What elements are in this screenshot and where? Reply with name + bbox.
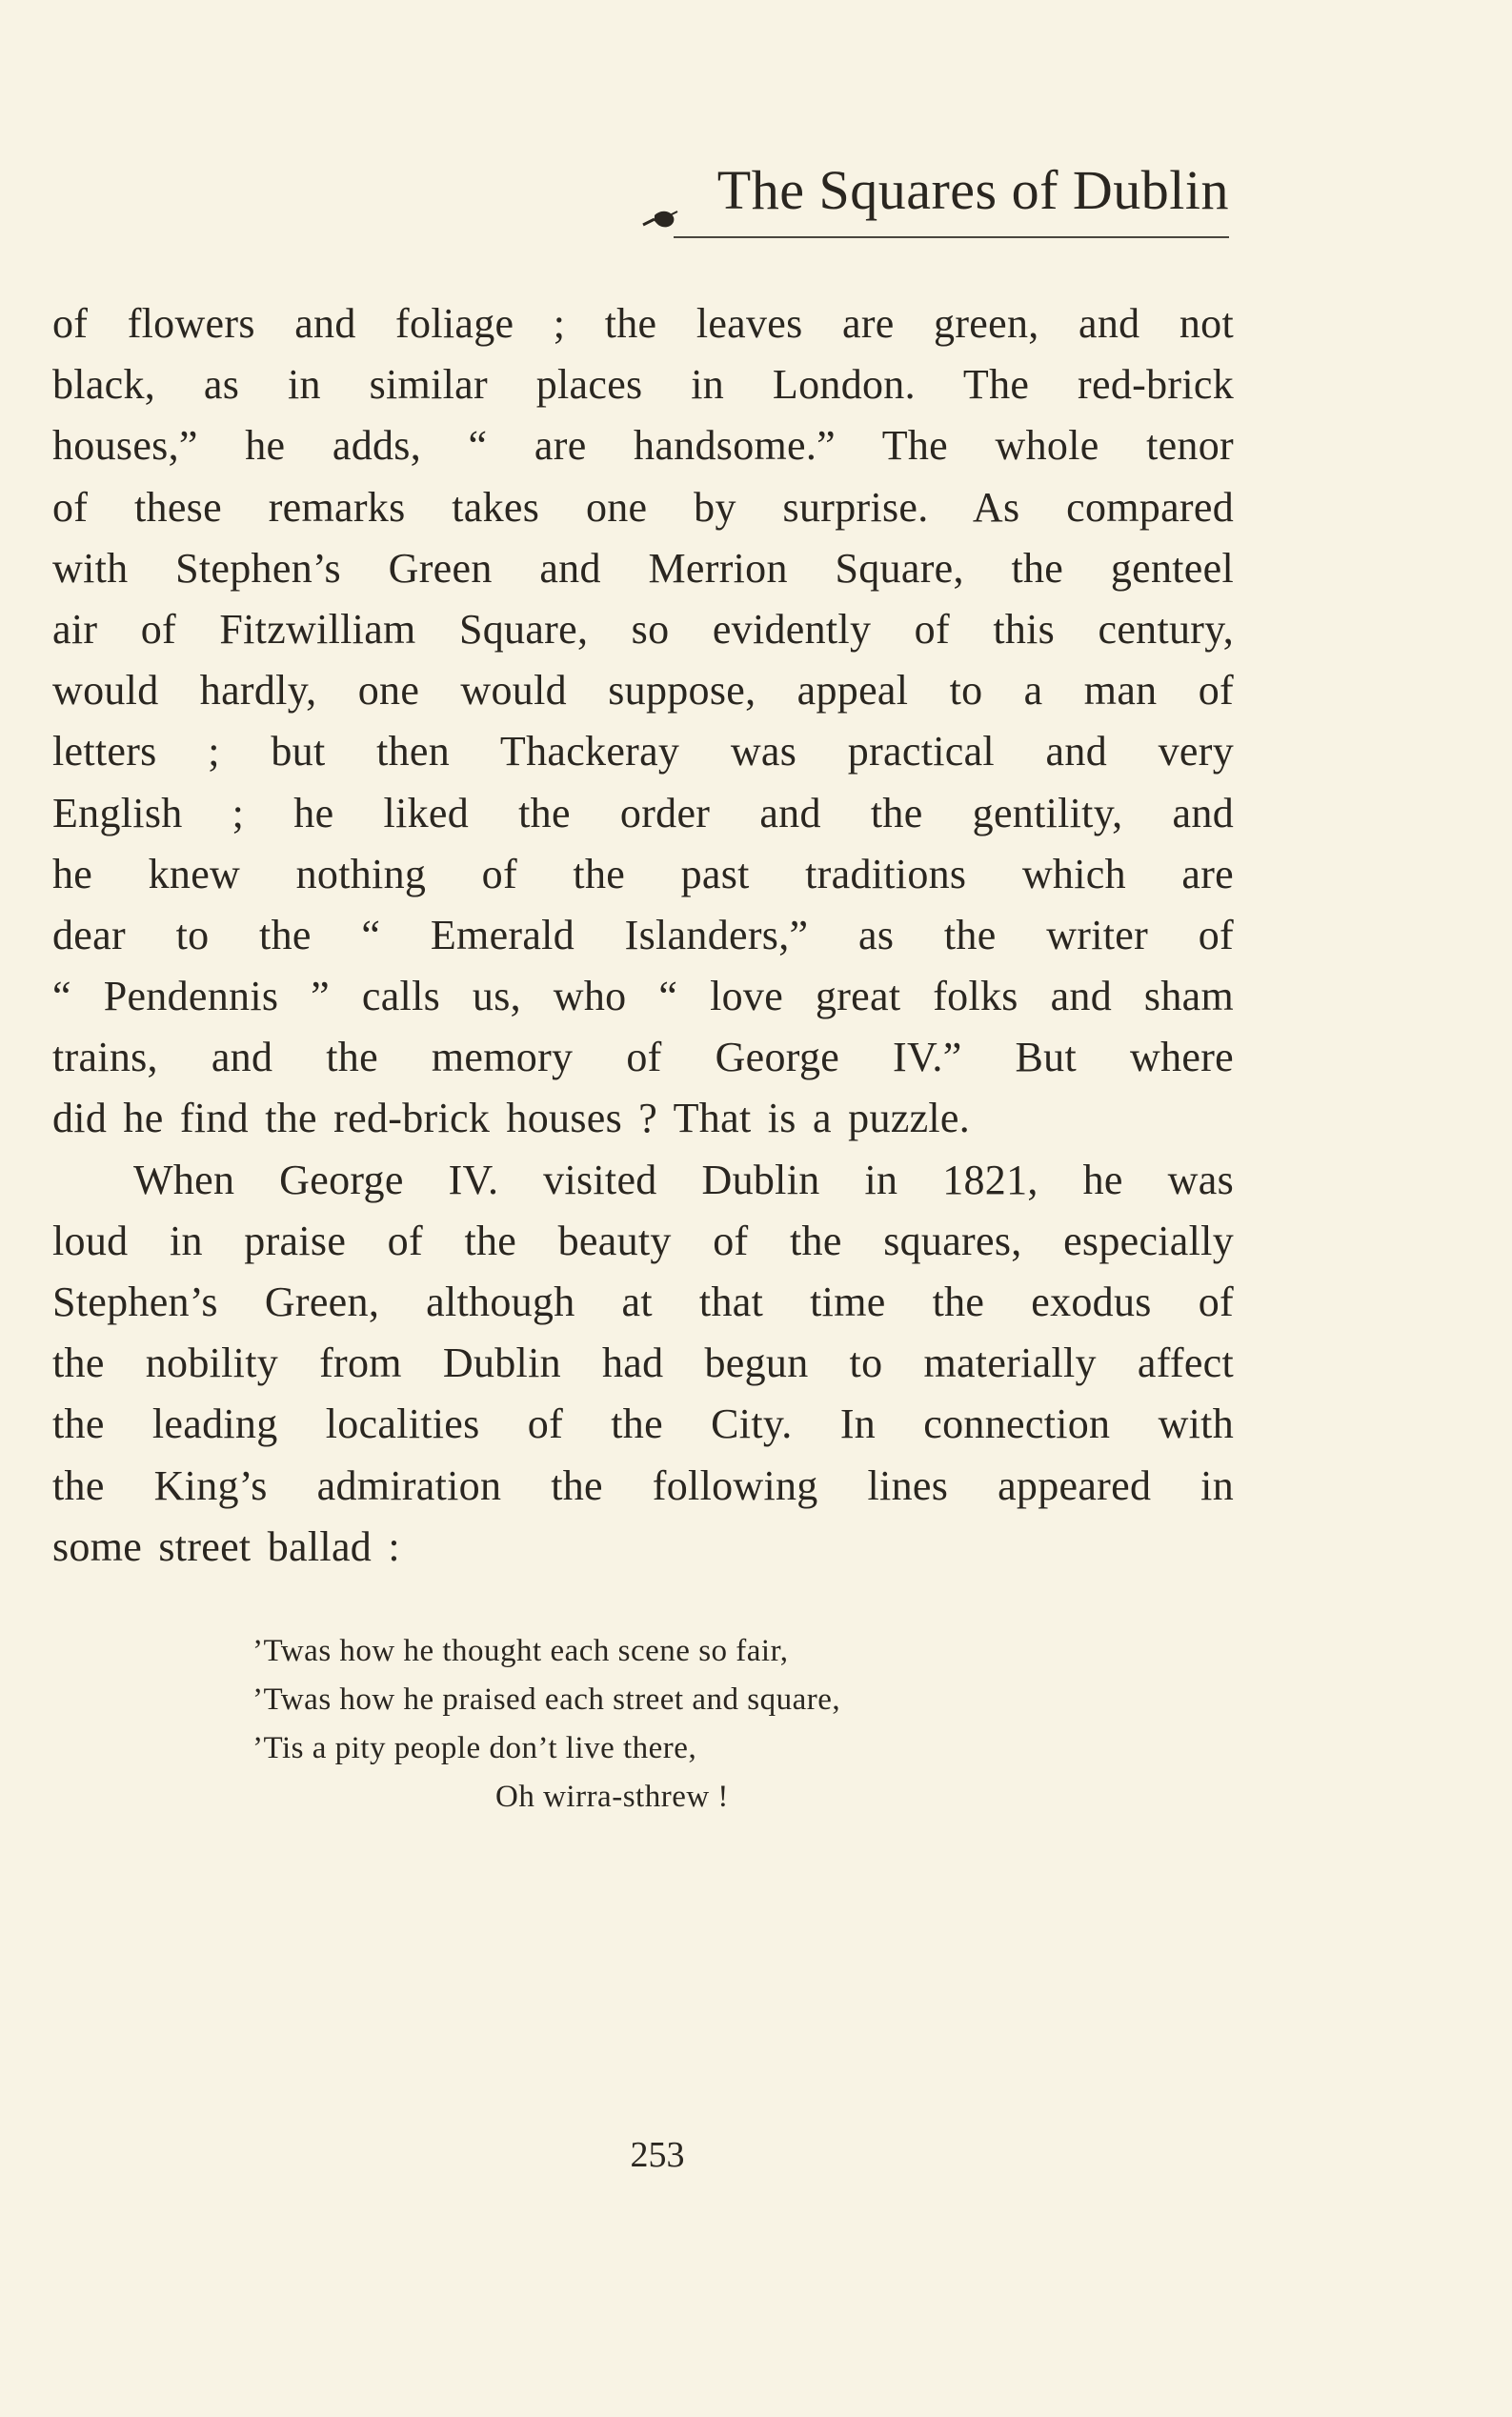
- body-line: would hardly, one would suppose, appeal to a man of: [52, 667, 1234, 715]
- verse-line: ’Tis a pity people don’t live there,: [252, 1731, 697, 1765]
- body-line: of these remarks takes one by surprise. As compared: [52, 483, 1234, 531]
- verse-line: ’Twas how he thought each scene so fair,: [252, 1634, 789, 1668]
- body-line: with Stephen’s Green and Merrion Square, the genteel: [52, 544, 1234, 592]
- body-text: [52, 293, 1234, 1578]
- hand-pointer-ornament-icon: [641, 178, 679, 207]
- body-line: English ; he liked the order and the gentility, and: [52, 789, 1234, 836]
- verse-refrain-line: Oh wirra-sthrew !: [495, 1780, 729, 1814]
- body-line: loud in praise of the beauty of the squares, especially: [52, 1217, 1234, 1264]
- body-line: houses,” he adds, “ are handsome.” The whole tenor: [52, 422, 1234, 470]
- paragraph-first-line: When George IV. visited Dublin in 1821, he was: [133, 1156, 1234, 1203]
- body-line: Stephen’s Green, although at that time the exodus of: [52, 1279, 1234, 1325]
- running-head-rule: [674, 236, 1229, 238]
- body-line: “ Pendennis ” calls us, who “ love great folks and sham: [52, 973, 1234, 1020]
- body-line: did he find the red-brick houses ? That is a puzzle.: [52, 1095, 971, 1142]
- body-line: black, as in similar places in London. The red-brick: [52, 361, 1234, 409]
- verse-line: ’Twas how he praised each street and square,: [252, 1682, 841, 1717]
- body-line: air of Fitzwilliam Square, so evidently of this century,: [52, 605, 1234, 653]
- body-line: some street ballad :: [52, 1522, 400, 1570]
- body-line: trains, and the memory of George IV.” But where: [52, 1034, 1234, 1081]
- body-line: the nobility from Dublin had begun to materially affect: [52, 1339, 1234, 1387]
- body-line: letters ; but then Thackeray was practical and very: [52, 728, 1234, 775]
- body-line: dear to the “ Emerald Islanders,” as the writer of: [52, 911, 1234, 958]
- body-line: the King’s admiration the following lines appeared in: [52, 1461, 1234, 1509]
- ballad-verse: [252, 1627, 1110, 1822]
- page-number: 253: [630, 2135, 685, 2175]
- running-head-title: The Squares of Dublin: [716, 159, 1229, 221]
- body-line: the leading localities of the City. In connection with: [52, 1400, 1234, 1448]
- body-line: of flowers and foliage ; the leaves are green, and not: [52, 300, 1234, 347]
- running-head: [548, 152, 1229, 229]
- body-line: he knew nothing of the past traditions which are: [52, 850, 1234, 897]
